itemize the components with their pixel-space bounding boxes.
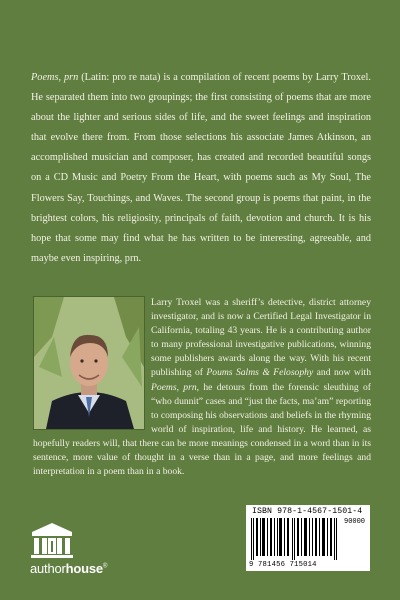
bio-text-2: and now with xyxy=(313,367,371,379)
description-text: (Latin: pro re nata) is a compilation of recent poems by Larry Troxel. He separated them into two groupings; the first consisting of poems that are more about the lighter and serious sides of life, and the sweet feelings and inspiration that evolve there from. From those selections his associate James Atkinson, an accomplished musician and composer, has created and recorded beautiful songs on a CD Music and Poetry From the Heart, with poems such as My Soul, The Flowers Say, Touchings, and Waves. The second group is poems that paint, in the brightest colors, his religiosity, principals of faith, devotion and church. It is his hope that some may find what he has written to be interesting, agreeable, and maybe even inspiring, prn. xyxy=(31,72,371,264)
registered-mark: ® xyxy=(102,563,108,570)
isbn-number: ISBN 978-1-4567-1501-4 xyxy=(252,507,363,516)
bio-text-1: Larry Troxel was a sheriff’s detective, district attorney investigator, and is now a Certified Legal Investigator in California, totaling 43 years. He is a contributing author to many professional investigative publications, winning some publishers awards along the way. With his recent publishing of xyxy=(151,297,371,379)
bio-text-3: , he detours from the forensic sleuthing of “who dunnit” cases and “just the facts, ma’am” reporting to composing his observations and beliefs in the rhyming world of inspiration, life and history. He learned, as hopefully readers will, that there can be more meanings condensed in a word than in its sentence, more value of thought in a verse than in a page, and more feelings and interpretation in a poem than in a book. xyxy=(33,381,371,478)
author-bio xyxy=(33,296,371,479)
back-cover-description xyxy=(31,68,371,269)
publisher-name-part1: author xyxy=(30,561,66,576)
publisher-name-part2: house xyxy=(65,561,103,576)
barcode-digits: 9 781456 715014 xyxy=(249,561,317,569)
barcode-bars-icon xyxy=(250,518,342,560)
book-title-poums: Poums Salms & Felosophy xyxy=(206,367,314,379)
book-title-inline: Poems, prn xyxy=(31,72,79,83)
publisher-name xyxy=(30,561,107,576)
isbn-barcode xyxy=(246,505,370,571)
book-title-poems: Poems, prn xyxy=(151,381,197,393)
price-code: 90000 xyxy=(344,518,366,526)
